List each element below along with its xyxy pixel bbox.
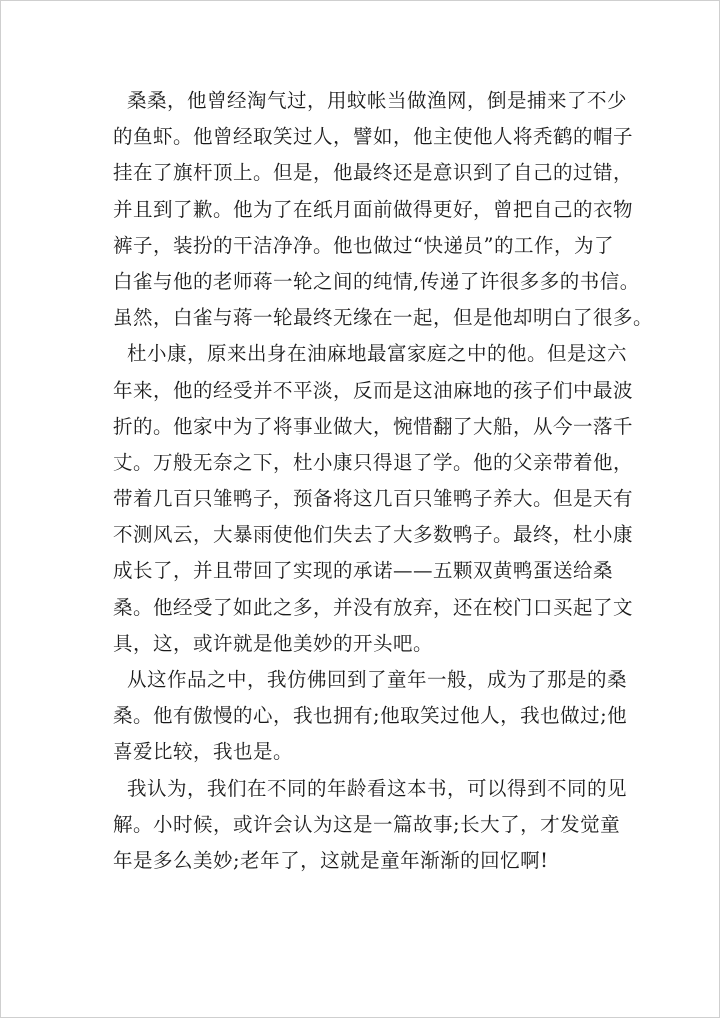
text-line: 具，这，或许就是他美妙的开头吧。 <box>113 631 434 655</box>
paragraph-du-xiaokang <box>113 336 634 662</box>
text-line: 成长了，并且带回了实现的承诺——五颗双黄鸭蛋送给桑 <box>113 559 614 583</box>
text-line: 桑。他经受了如此之多，并没有放弃，还在校门口买起了文 <box>113 595 634 619</box>
document-body <box>113 83 654 879</box>
text-line: 的鱼虾。他曾经取笑过人，譬如，他主使他人将秃鹤的帽子 <box>113 125 634 149</box>
text-line: 杜小康，原来出身在油麻地最富家庭之中的他。但是这六 <box>127 342 628 366</box>
text-line: 虽然，白雀与蒋一轮最终无缘在一起，但是他却明白了很多。 <box>113 306 654 330</box>
text-line: 解。小时候，或许会认为这是一篇故事;长大了，才发觉童 <box>113 812 621 836</box>
paragraph-sangsang <box>113 83 654 336</box>
text-line: 从这作品之中，我仿佛回到了童年一般，成为了那是的桑 <box>127 668 628 691</box>
text-line: 桑。他有傲慢的心，我也拥有;他取笑过他人，我也做过;他 <box>113 704 628 728</box>
text-line: 不测风云，大暴雨使他们失去了大多数鸭子。最终，杜小康 <box>113 523 634 547</box>
text-line: 裤子，装扮的干洁净净。他也做过“快递员”的工作，为了 <box>113 233 614 257</box>
paragraph-conclusion <box>113 771 628 880</box>
text-line: 带着几百只雏鸭子，预备将这几百只雏鸭子养大。但是天有 <box>113 487 634 511</box>
text-line: 喜爱比较，我也是。 <box>113 740 294 764</box>
paragraph-reflection <box>113 662 628 771</box>
text-line: 挂在了旗杆顶上。但是，他最终还是意识到了自己的过错， <box>113 161 634 185</box>
text-line: 折的。他家中为了将事业做大，惋惜翻了大船，从今一落千 <box>113 414 634 438</box>
text-line: 年是多么美妙;老年了，这就是童年渐渐的回忆啊! <box>113 848 549 872</box>
text-line: 桑桑，他曾经淘气过，用蚊帐当做渔网，倒是捕来了不少 <box>127 89 628 112</box>
text-line: 白雀与他的老师蒋一轮之间的纯情,传递了许很多多的书信。 <box>113 269 640 293</box>
text-line: 并且到了歉。他为了在纸月面前做得更好，曾把自己的衣物 <box>113 197 634 221</box>
text-line: 年来，他的经受并不平淡，反而是这油麻地的孩子们中最波 <box>113 378 634 402</box>
text-line: 我认为，我们在不同的年龄看这本书，可以得到不同的见 <box>127 776 628 800</box>
text-line: 丈。万般无奈之下，杜小康只得退了学。他的父亲带着他， <box>113 450 634 474</box>
